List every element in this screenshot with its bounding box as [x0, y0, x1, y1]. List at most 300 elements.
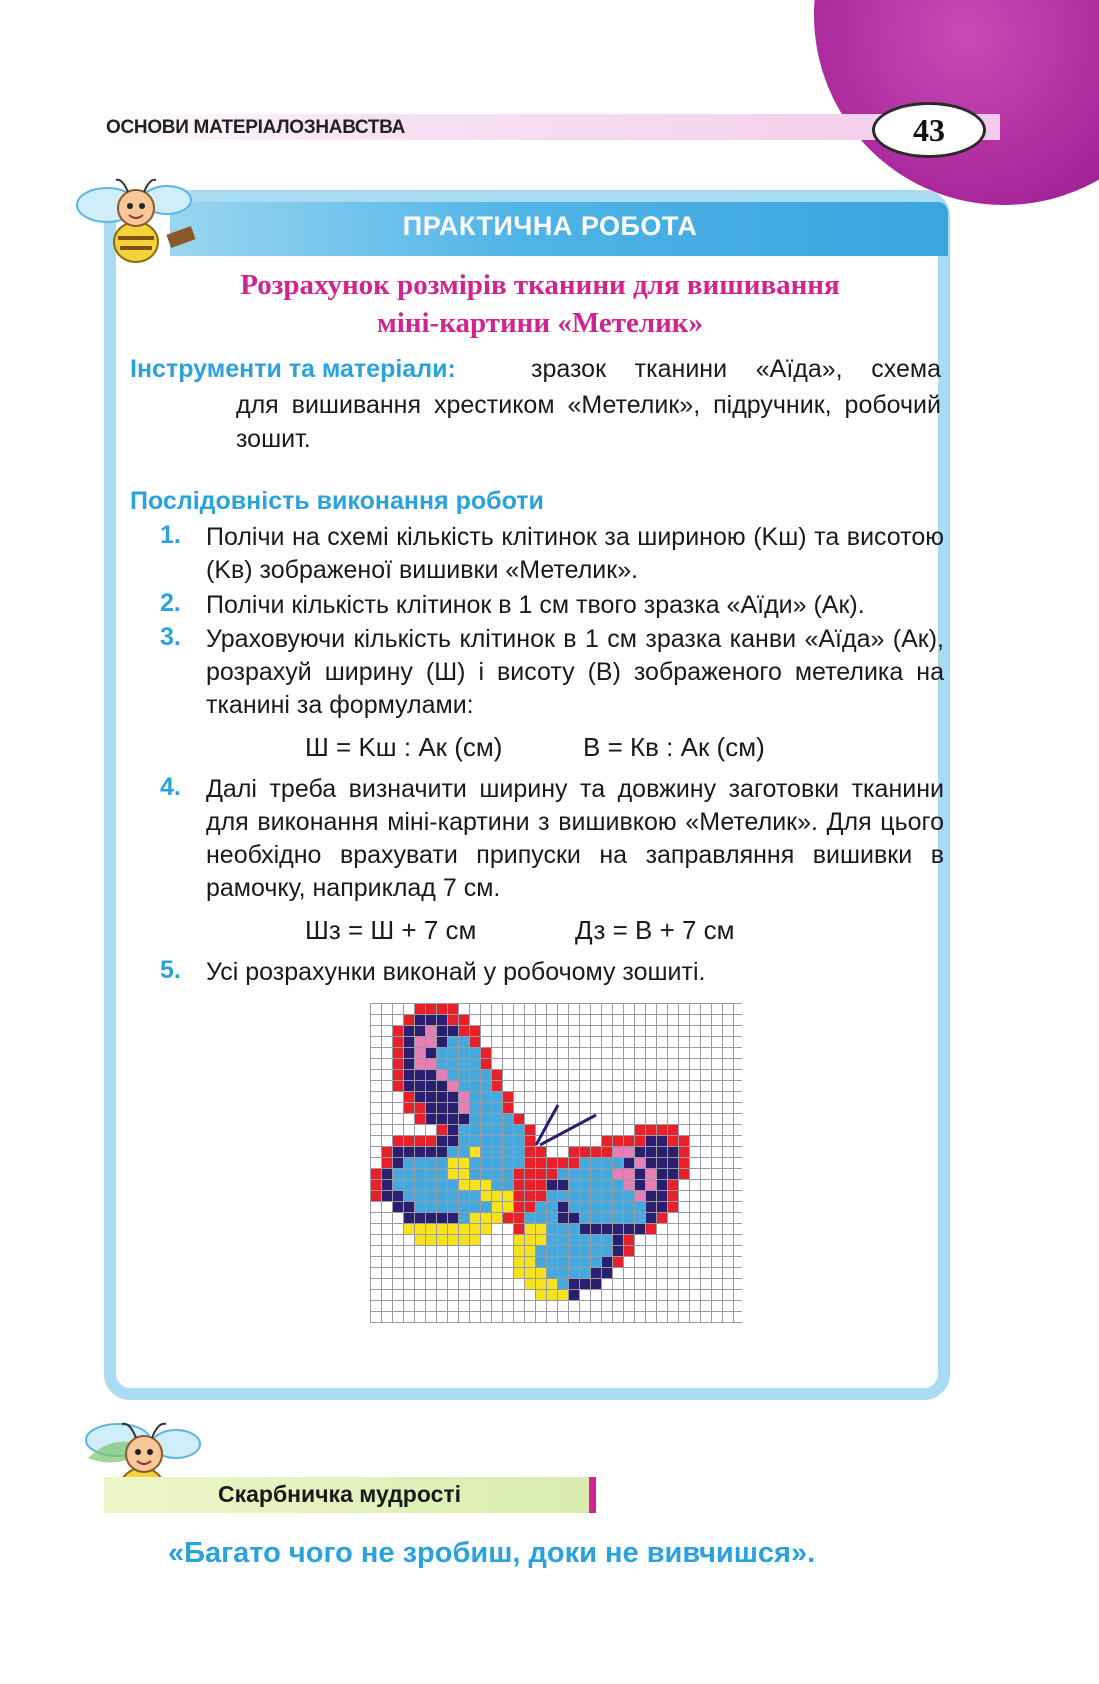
stitch-cell [480, 1124, 491, 1135]
stitch-cell [579, 1157, 590, 1168]
stitch-cell [414, 1190, 425, 1201]
stitch-cell [458, 1223, 469, 1234]
stitch-cell [447, 1069, 458, 1080]
stitch-cell [568, 1157, 579, 1168]
stitch-cell [667, 1135, 678, 1146]
stitch-cell [403, 1179, 414, 1190]
stitch-cell [601, 1267, 612, 1278]
stitch-cell [502, 1168, 513, 1179]
stitch-cell [469, 1146, 480, 1157]
stitch-cell [392, 1179, 403, 1190]
stitch-cell [645, 1168, 656, 1179]
stitch-cell [392, 1069, 403, 1080]
materials-text-first-line: зразок тканини «Аїда», схема [531, 355, 941, 383]
stitch-cell [447, 1014, 458, 1025]
stitch-cell [469, 1168, 480, 1179]
stitch-cell [546, 1201, 557, 1212]
stitch-cell [535, 1179, 546, 1190]
stitch-cell [458, 1179, 469, 1190]
stitch-cell [590, 1190, 601, 1201]
stitch-cell [590, 1245, 601, 1256]
stitch-cell [491, 1168, 502, 1179]
stitch-cell [502, 1135, 513, 1146]
stitch-cell [469, 1223, 480, 1234]
stitch-cell [546, 1223, 557, 1234]
stitch-cell [425, 1047, 436, 1058]
stitch-cell [414, 1223, 425, 1234]
stitch-cell [447, 1124, 458, 1135]
stitch-cell [425, 1113, 436, 1124]
stitch-cell [634, 1190, 645, 1201]
stitch-cell [590, 1267, 601, 1278]
stitch-cell [480, 1058, 491, 1069]
stitch-cell [601, 1135, 612, 1146]
stitch-cell [425, 1157, 436, 1168]
stitch-cell [403, 1146, 414, 1157]
stitch-cell [656, 1179, 667, 1190]
stitch-cell [403, 1080, 414, 1091]
stitch-cell [502, 1124, 513, 1135]
stitch-cell [458, 1080, 469, 1091]
stitch-cell [458, 1212, 469, 1223]
steps-heading: Послідовність виконання роботи [130, 487, 544, 515]
stitch-cell [546, 1289, 557, 1300]
stitch-cell [458, 1069, 469, 1080]
stitch-cell [491, 1146, 502, 1157]
stitch-cell [557, 1223, 568, 1234]
stitch-cell [513, 1124, 524, 1135]
stitch-cell [601, 1168, 612, 1179]
practical-work-title: ПРАКТИЧНА РОБОТА [402, 211, 698, 241]
stitch-cell [557, 1256, 568, 1267]
stitch-cell [436, 1113, 447, 1124]
stitch-cell [579, 1179, 590, 1190]
stitch-cell [524, 1168, 535, 1179]
stitch-cell [403, 1091, 414, 1102]
stitch-cell [425, 1058, 436, 1069]
stitch-cell [458, 1146, 469, 1157]
stitch-cell [436, 1058, 447, 1069]
stitch-cell [447, 1190, 458, 1201]
stitch-cell [513, 1113, 524, 1124]
step-text: Полічи на схемі кількість клітинок за шириною (Kш) та висотою (Kв) зображеної вишивки «Метелик». [206, 523, 944, 584]
stitch-cell [579, 1256, 590, 1267]
stitch-cell [645, 1201, 656, 1212]
stitch-cell [447, 1157, 458, 1168]
stitch-cell [513, 1135, 524, 1146]
stitch-cell [414, 1069, 425, 1080]
stitch-cell [447, 1058, 458, 1069]
stitch-cell [425, 1003, 436, 1014]
stitch-cell [447, 1201, 458, 1212]
stitch-cell [414, 1157, 425, 1168]
stitch-cell [513, 1179, 524, 1190]
stitch-cell [524, 1245, 535, 1256]
stitch-cell [623, 1234, 634, 1245]
stitch-cell [557, 1245, 568, 1256]
stitch-cell [524, 1190, 535, 1201]
stitch-cell [513, 1157, 524, 1168]
stitch-cell [513, 1146, 524, 1157]
step-number: 1. [160, 521, 181, 549]
step-text: Ураховуючи кількість клітинок в 1 см зразка канви «Аїда» (Ак), розрахуй ширину (Ш) і висоту (В) зображеного метелика на тканині за формулами: [206, 625, 944, 719]
stitch-cell [623, 1168, 634, 1179]
stitch-cell [557, 1190, 568, 1201]
stitch-cell [414, 1113, 425, 1124]
stitch-cell [425, 1069, 436, 1080]
stitch-cell [535, 1278, 546, 1289]
stitch-cell [568, 1289, 579, 1300]
stitch-cell [535, 1190, 546, 1201]
stitch-cell [557, 1179, 568, 1190]
stitch-cell [392, 1047, 403, 1058]
stitch-cell [480, 1091, 491, 1102]
stitch-cell [447, 1091, 458, 1102]
stitch-cell [568, 1212, 579, 1223]
stitch-cell [425, 1014, 436, 1025]
stitch-cell [469, 1091, 480, 1102]
stitch-cell [579, 1245, 590, 1256]
stitch-cell [436, 1003, 447, 1014]
stitch-cell [436, 1190, 447, 1201]
stitch-cell [612, 1190, 623, 1201]
stitch-cell [546, 1256, 557, 1267]
stitch-cell [403, 1014, 414, 1025]
materials-label: Інструменти та матеріали: [130, 355, 456, 383]
step-number: 3. [160, 623, 181, 651]
stitch-cell [458, 1135, 469, 1146]
stitch-cell [491, 1157, 502, 1168]
stitch-cell [535, 1256, 546, 1267]
stitch-cell [392, 1025, 403, 1036]
stitch-cell [601, 1245, 612, 1256]
stitch-cell [502, 1179, 513, 1190]
stitch-cell [458, 1102, 469, 1113]
stitch-cell [513, 1267, 524, 1278]
stitch-cell [480, 1102, 491, 1113]
stitch-cell [601, 1190, 612, 1201]
stitch-cell [590, 1234, 601, 1245]
stitch-cell [623, 1190, 634, 1201]
stitch-cell [667, 1190, 678, 1201]
stitch-cell [667, 1157, 678, 1168]
stitch-cell [403, 1223, 414, 1234]
stitch-cell [678, 1157, 689, 1168]
formula-height: В = Кв : Ак (см) [583, 732, 765, 762]
stitch-cell [590, 1278, 601, 1289]
stitch-cell [535, 1201, 546, 1212]
stitch-cell [469, 1036, 480, 1047]
stitch-cell [634, 1179, 645, 1190]
stitch-cell [590, 1146, 601, 1157]
stitch-cell [612, 1245, 623, 1256]
stitch-cell [612, 1212, 623, 1223]
stitch-cell [524, 1223, 535, 1234]
stitch-cell [414, 1179, 425, 1190]
stitch-cell [414, 1036, 425, 1047]
stitch-cell [568, 1267, 579, 1278]
stitch-cell [392, 1168, 403, 1179]
stitch-cell [480, 1223, 491, 1234]
stitch-cell [447, 1135, 458, 1146]
stitch-cell [546, 1157, 557, 1168]
stitch-cell [568, 1190, 579, 1201]
stitch-cell [656, 1212, 667, 1223]
stitch-cell [667, 1146, 678, 1157]
stitch-cell [535, 1245, 546, 1256]
stitch-cell [623, 1157, 634, 1168]
stitch-cell [546, 1179, 557, 1190]
step-text: Полічи кількість клітинок в 1 см твого зразка «Аїди» (Ак). [206, 591, 865, 619]
stitch-cell [645, 1146, 656, 1157]
stitch-cell [491, 1135, 502, 1146]
stitch-cell [447, 1168, 458, 1179]
stitch-cell [436, 1234, 447, 1245]
step-number: 2. [160, 589, 181, 617]
stitch-cell [590, 1223, 601, 1234]
wisdom-tip-label: Скарбничка мудрості [218, 1481, 462, 1507]
stitch-cell [590, 1179, 601, 1190]
stitch-cell [436, 1069, 447, 1080]
stitch-cell [403, 1190, 414, 1201]
stitch-cell [480, 1201, 491, 1212]
stitch-cell [645, 1190, 656, 1201]
stitch-cell [436, 1080, 447, 1091]
stitch-cell [491, 1113, 502, 1124]
stitch-cell [535, 1267, 546, 1278]
stitch-cell [425, 1025, 436, 1036]
stitch-cell [458, 1058, 469, 1069]
stitch-cell [436, 1223, 447, 1234]
stitch-cell [392, 1036, 403, 1047]
stitch-cell [513, 1245, 524, 1256]
stitch-cell [535, 1234, 546, 1245]
stitch-cell [458, 1190, 469, 1201]
stitch-cell [623, 1212, 634, 1223]
stitch-cell [601, 1223, 612, 1234]
stitch-cell [513, 1256, 524, 1267]
stitch-cell [535, 1157, 546, 1168]
stitch-cell [370, 1190, 381, 1201]
stitch-cell [667, 1124, 678, 1135]
stitch-cell [557, 1212, 568, 1223]
stitch-cell [436, 1168, 447, 1179]
stitch-cell [634, 1201, 645, 1212]
stitch-cell [447, 1080, 458, 1091]
stitch-cell [524, 1146, 535, 1157]
stitch-cell [546, 1168, 557, 1179]
stitch-cell [480, 1113, 491, 1124]
stitch-cell [436, 1179, 447, 1190]
stitch-cell [601, 1179, 612, 1190]
stitch-cell [590, 1157, 601, 1168]
stitch-cell [381, 1157, 392, 1168]
stitch-cell [480, 1157, 491, 1168]
stitch-cell [612, 1201, 623, 1212]
stitch-cell [645, 1135, 656, 1146]
stitch-cell [414, 1014, 425, 1025]
stitch-cell [414, 1146, 425, 1157]
stitch-cell [524, 1179, 535, 1190]
stitch-cell [590, 1212, 601, 1223]
stitch-cell [645, 1124, 656, 1135]
stitch-cell [392, 1201, 403, 1212]
stitch-cell [392, 1080, 403, 1091]
stitch-cell [612, 1256, 623, 1267]
stitch-cell [557, 1289, 568, 1300]
step-number: 5. [160, 956, 181, 984]
stitch-cell [568, 1234, 579, 1245]
stitch-cell [502, 1102, 513, 1113]
stitch-cell [601, 1234, 612, 1245]
stitch-cell [458, 1047, 469, 1058]
stitch-cell [403, 1201, 414, 1212]
stitch-cell [491, 1102, 502, 1113]
stitch-cell [546, 1212, 557, 1223]
stitch-cell [458, 1025, 469, 1036]
stitch-cell [656, 1201, 667, 1212]
stitch-cell [469, 1124, 480, 1135]
stitch-cell [480, 1080, 491, 1091]
stitch-cell [447, 1047, 458, 1058]
stitch-cell [491, 1080, 502, 1091]
stitch-cell [447, 1003, 458, 1014]
materials-text-rest: для вишивання хрестиком «Метелик», підручник, робочий зошит. [236, 391, 941, 453]
page-number: 43 [872, 102, 986, 158]
stitch-cell [579, 1212, 590, 1223]
step-number: 4. [160, 773, 181, 801]
stitch-cell [469, 1190, 480, 1201]
stitch-cell [579, 1278, 590, 1289]
stitch-cell [524, 1157, 535, 1168]
stitch-cell [535, 1168, 546, 1179]
stitch-cell [469, 1234, 480, 1245]
stitch-cell [436, 1157, 447, 1168]
stitch-cell [436, 1124, 447, 1135]
stitch-cell [568, 1179, 579, 1190]
stitch-cell [469, 1113, 480, 1124]
stitch-cell [579, 1223, 590, 1234]
stitch-cell [557, 1278, 568, 1289]
stitch-cell [623, 1223, 634, 1234]
stitch-cell [403, 1047, 414, 1058]
stitch-cell [634, 1157, 645, 1168]
stitch-cell [612, 1223, 623, 1234]
stitch-cell [480, 1179, 491, 1190]
stitch-cell [425, 1234, 436, 1245]
stitch-cell [403, 1168, 414, 1179]
stitch-cell [513, 1212, 524, 1223]
stitch-cell [579, 1146, 590, 1157]
stitch-cell [469, 1135, 480, 1146]
stitch-cell [502, 1212, 513, 1223]
stitch-cell [502, 1157, 513, 1168]
stitch-cell [436, 1201, 447, 1212]
stitch-cell [524, 1201, 535, 1212]
stitch-cell [491, 1124, 502, 1135]
stitch-cell [414, 1080, 425, 1091]
stitch-cell [535, 1289, 546, 1300]
stitch-cell [425, 1201, 436, 1212]
stitch-cell [579, 1168, 590, 1179]
stitch-cell [447, 1025, 458, 1036]
stitch-cell [370, 1179, 381, 1190]
stitch-cell [403, 1135, 414, 1146]
stitch-cell [458, 1234, 469, 1245]
stitch-cell [546, 1278, 557, 1289]
stitch-cell [458, 1036, 469, 1047]
stitch-cell [370, 1168, 381, 1179]
stitch-cell [524, 1124, 535, 1135]
stitch-cell [436, 1146, 447, 1157]
stitch-cell [414, 1212, 425, 1223]
stitch-cell [612, 1157, 623, 1168]
stitch-cell [414, 1003, 425, 1014]
stitch-cell [469, 1058, 480, 1069]
stitch-cell [546, 1267, 557, 1278]
butterfly-cross-stitch-pattern [370, 1003, 742, 1351]
stitch-cell [414, 1091, 425, 1102]
stitch-cell [469, 1047, 480, 1058]
stitch-cell [634, 1124, 645, 1135]
proverb-quote: «Багато чого не зробиш, доки не вивчишся». [168, 1537, 816, 1569]
stitch-cell [590, 1201, 601, 1212]
stitch-cell [524, 1135, 535, 1146]
stitch-cell [656, 1124, 667, 1135]
stitch-cell [612, 1146, 623, 1157]
stitch-cell [656, 1168, 667, 1179]
bee-mascot-illustration [72, 170, 202, 270]
stitch-cell [535, 1146, 546, 1157]
stitch-cell [480, 1069, 491, 1080]
step-text: Далі треба визначити ширину та довжину заготовки тканини для виконання міні-картини з вишивкою «Метелик». Для цього необхідно врахувати припуски на заправляння вишивки в рамочку, наприклад 7 см. [206, 775, 944, 902]
stitch-cell [469, 1102, 480, 1113]
stitch-cell [546, 1245, 557, 1256]
stitch-cell [678, 1146, 689, 1157]
stitch-cell [403, 1157, 414, 1168]
task-title [150, 266, 930, 342]
stitch-cell [491, 1091, 502, 1102]
stitch-cell [579, 1190, 590, 1201]
stitch-cell [425, 1102, 436, 1113]
stitch-cell [601, 1201, 612, 1212]
stitch-cell [458, 1091, 469, 1102]
stitch-cell [568, 1245, 579, 1256]
stitch-cell [414, 1047, 425, 1058]
stitch-cell [502, 1091, 513, 1102]
stitch-cell [414, 1168, 425, 1179]
stitch-cell [403, 1058, 414, 1069]
stitch-cell [656, 1190, 667, 1201]
stitch-cell [678, 1168, 689, 1179]
stitch-cell [568, 1278, 579, 1289]
stitch-cell [414, 1102, 425, 1113]
stitch-cell [403, 1036, 414, 1047]
formula-blank-width: Шз = Ш + 7 см [305, 915, 477, 945]
stitch-cell [414, 1201, 425, 1212]
stitch-cell [480, 1190, 491, 1201]
stitch-cell [557, 1234, 568, 1245]
stitch-cell [623, 1201, 634, 1212]
stitch-cell [601, 1256, 612, 1267]
stitch-cell [513, 1201, 524, 1212]
stitch-cell [612, 1168, 623, 1179]
stitch-cell [403, 1025, 414, 1036]
stitch-cell [502, 1146, 513, 1157]
stitch-cell [447, 1113, 458, 1124]
stitch-cell [645, 1179, 656, 1190]
stitch-cell [447, 1146, 458, 1157]
